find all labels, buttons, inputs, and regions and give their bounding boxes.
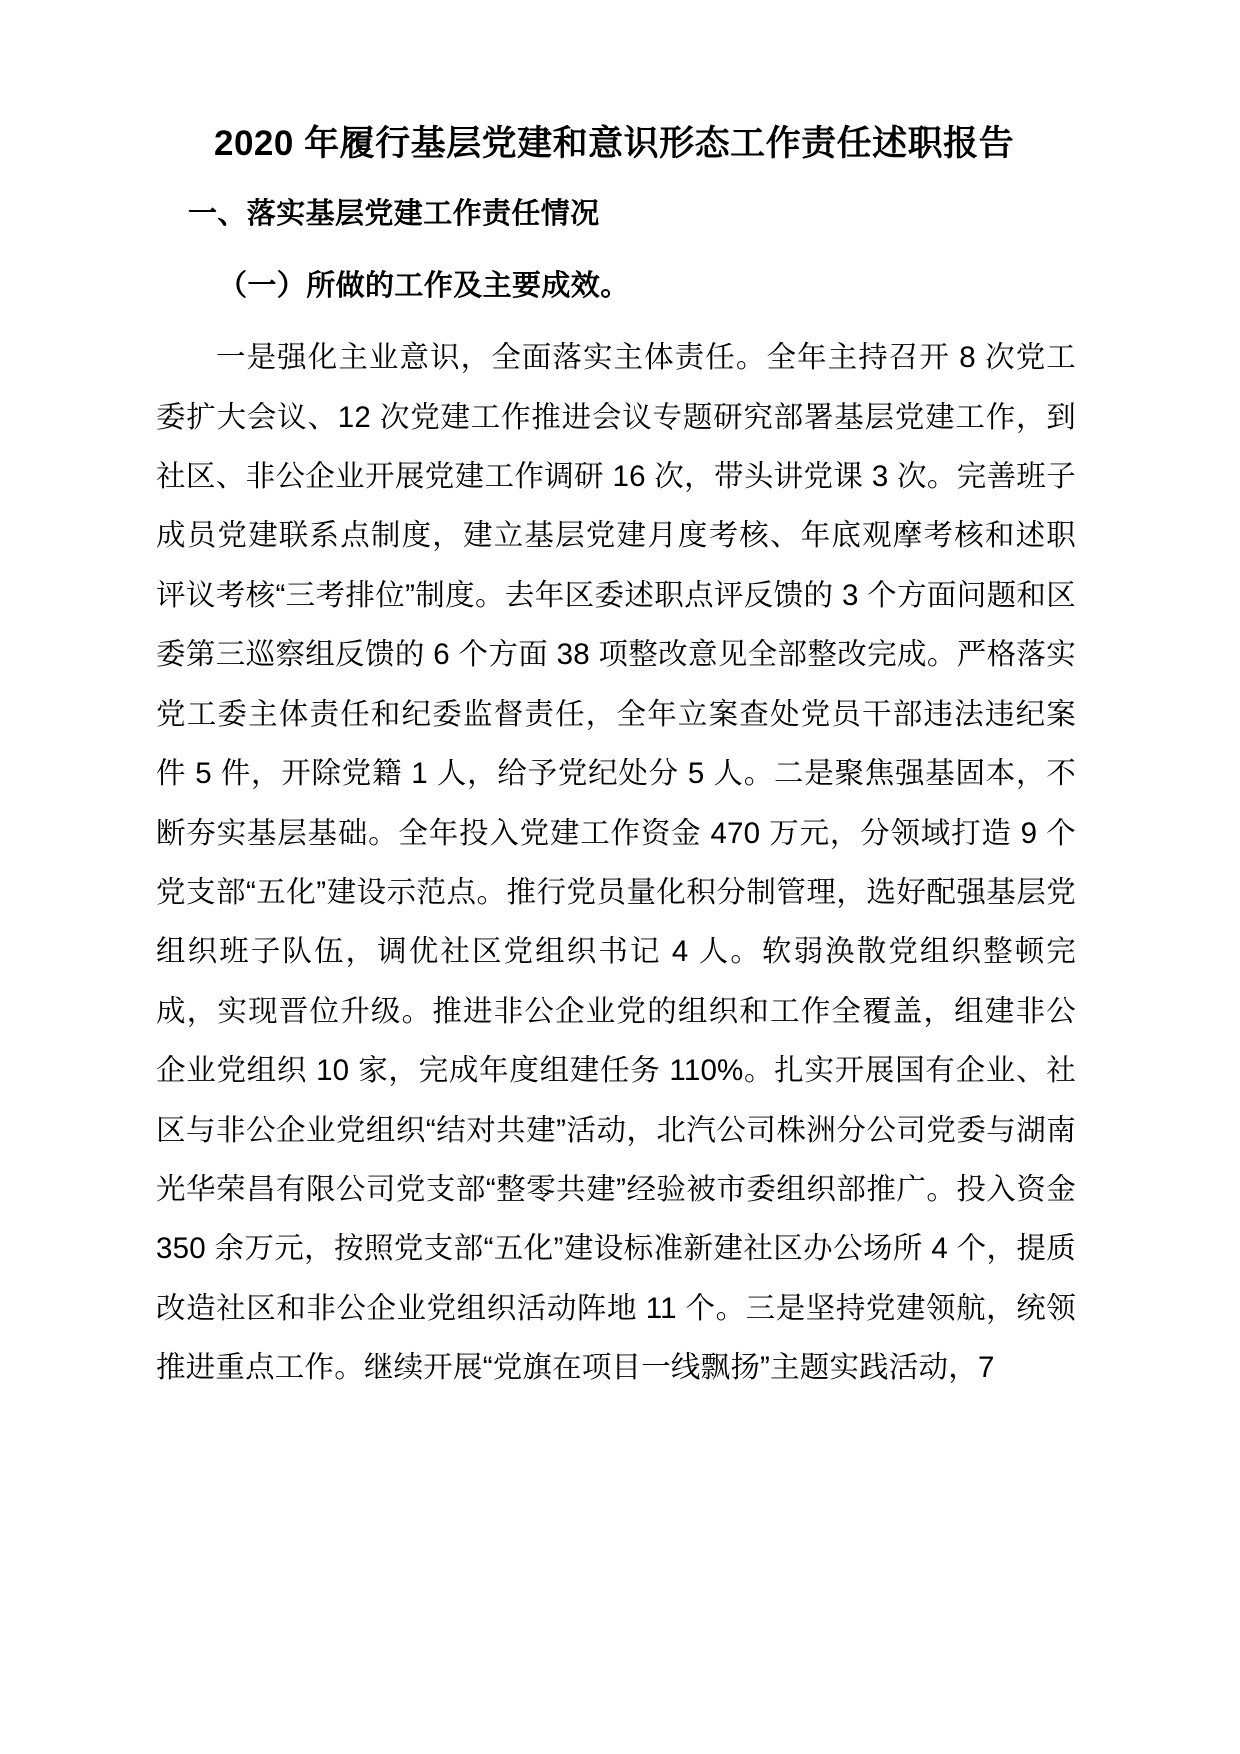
- document-body: [156, 120, 1076, 1398]
- section-heading-1: 一、落实基层党建工作责任情况: [188, 198, 600, 231]
- page-title: 2020 年履行基层党建和意识形态工作责任述职报告: [214, 124, 1015, 163]
- subsection-heading-1: （一）所做的工作及主要成效。: [218, 269, 630, 302]
- body-paragraph: 一是强化主业意识，全面落实主体责任。全年主持召开 8 次党工委扩大会议、12 次党建工作推进会议专题研究部署基层党建工作，到社区、非公企业开展党建工作调研 16 次，带头讲党课 3 次。完善班子成员党建联系点制度，建立基层党建月度考核、年底观摩考核和述职评议考核“三考排位”制度。去年区委述职点评反馈的 3 个方面问题和区委第三巡察组反馈的 6 个方面 38 项整改意见全部整改完成。严格落实党工委主体责任和纪委监督责任，全年立案查处党员干部违法违纪案件 5 件，开除党籍 1 人，给予党纪处分 5 人。二是聚焦强基固本，不断夯实基层基础。全年投入党建工作资金 470 万元，分领域打造 9 个党支部“五化”建设示范点。推行党员量化积分制管理，选好配强基层党组织班子队伍，调优社区党组织书记 4 人。软弱涣散党组织整顿完成，实现晋位升级。推进非公企业党的组织和工作全覆盖，组建非公企业党组织 10 家，完成年度组建任务 110%。扎实开展国有企业、社区与非公企业党组织“结对共建”活动，北汽公司株洲分公司党委与湖南光华荣昌有限公司党支部“整零共建”经验被市委组织部推广。投入资金 350 余万元，按照党支部“五化”建设标准新建社区办公场所 4 个，提质改造社区和非公企业党组织活动阵地 11 个。三是坚持党建领航，统领推进重点工作。继续开展“党旗在项目一线飘扬”主题实践活动，7: [156, 341, 1076, 1385]
